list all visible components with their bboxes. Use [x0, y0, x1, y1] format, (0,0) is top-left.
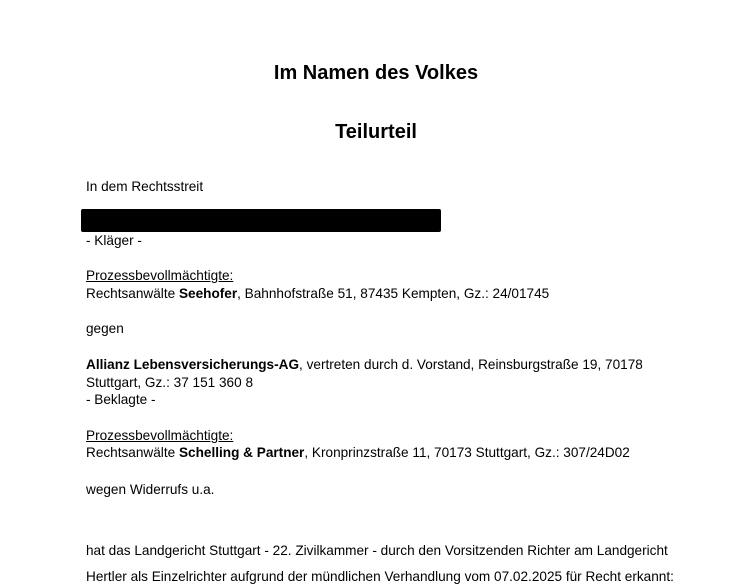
- defendant-counsel-label: Prozessbevollmächtigte:: [86, 428, 234, 443]
- plaintiff-counsel-firm: Seehofer: [178, 286, 238, 301]
- intro-text: In dem Rechtsstreit: [86, 179, 204, 194]
- defendant-counsel-prefix: Rechtsanwälte: [86, 445, 179, 460]
- defendant-details-2: Stuttgart, Gz.: 37 151 360 8: [86, 375, 254, 390]
- plaintiff-counsel-prefix: Rechtsanwälte: [86, 286, 179, 301]
- defendant-role: - Beklagte -: [86, 392, 156, 407]
- defendant-counsel-details: , Kronprinzstraße 11, 70173 Stuttgart, Gz.: 307/24D02: [304, 445, 630, 460]
- redacted-plaintiff-name: [81, 209, 441, 232]
- document-subheading: Teilurteil: [335, 121, 417, 143]
- versus-text: gegen: [86, 321, 124, 336]
- defendant-counsel-firm: Schelling & Partner: [178, 445, 305, 460]
- defendant-line-1: [86, 356, 643, 373]
- court-line-2: Hertler als Einzelrichter aufgrund der mündlichen Verhandlung vom 07.02.2025 für Recht erkannt:: [86, 569, 674, 584]
- plaintiff-counsel-details: , Bahnhofstraße 51, 87435 Kempten, Gz.: 24/01745: [237, 286, 550, 301]
- court-line-1: hat das Landgericht Stuttgart - 22. Zivilkammer - durch den Vorsitzenden Richter am Landgericht: [86, 543, 668, 558]
- defendant-details-1: , vertreten durch d. Vorstand, Reinsburgstraße 19, 70178: [299, 357, 643, 372]
- subject-text: wegen Widerrufs u.a.: [86, 482, 215, 497]
- plaintiff-role: - Kläger -: [86, 233, 142, 248]
- document-heading: Im Namen des Volkes: [273, 62, 479, 84]
- plaintiff-counsel-label: Prozessbevollmächtigte:: [86, 268, 234, 283]
- plaintiff-counsel-line: [86, 285, 549, 302]
- defendant-counsel-line: [86, 444, 630, 461]
- defendant-name: Allianz Lebensversicherungs-AG: [86, 357, 300, 372]
